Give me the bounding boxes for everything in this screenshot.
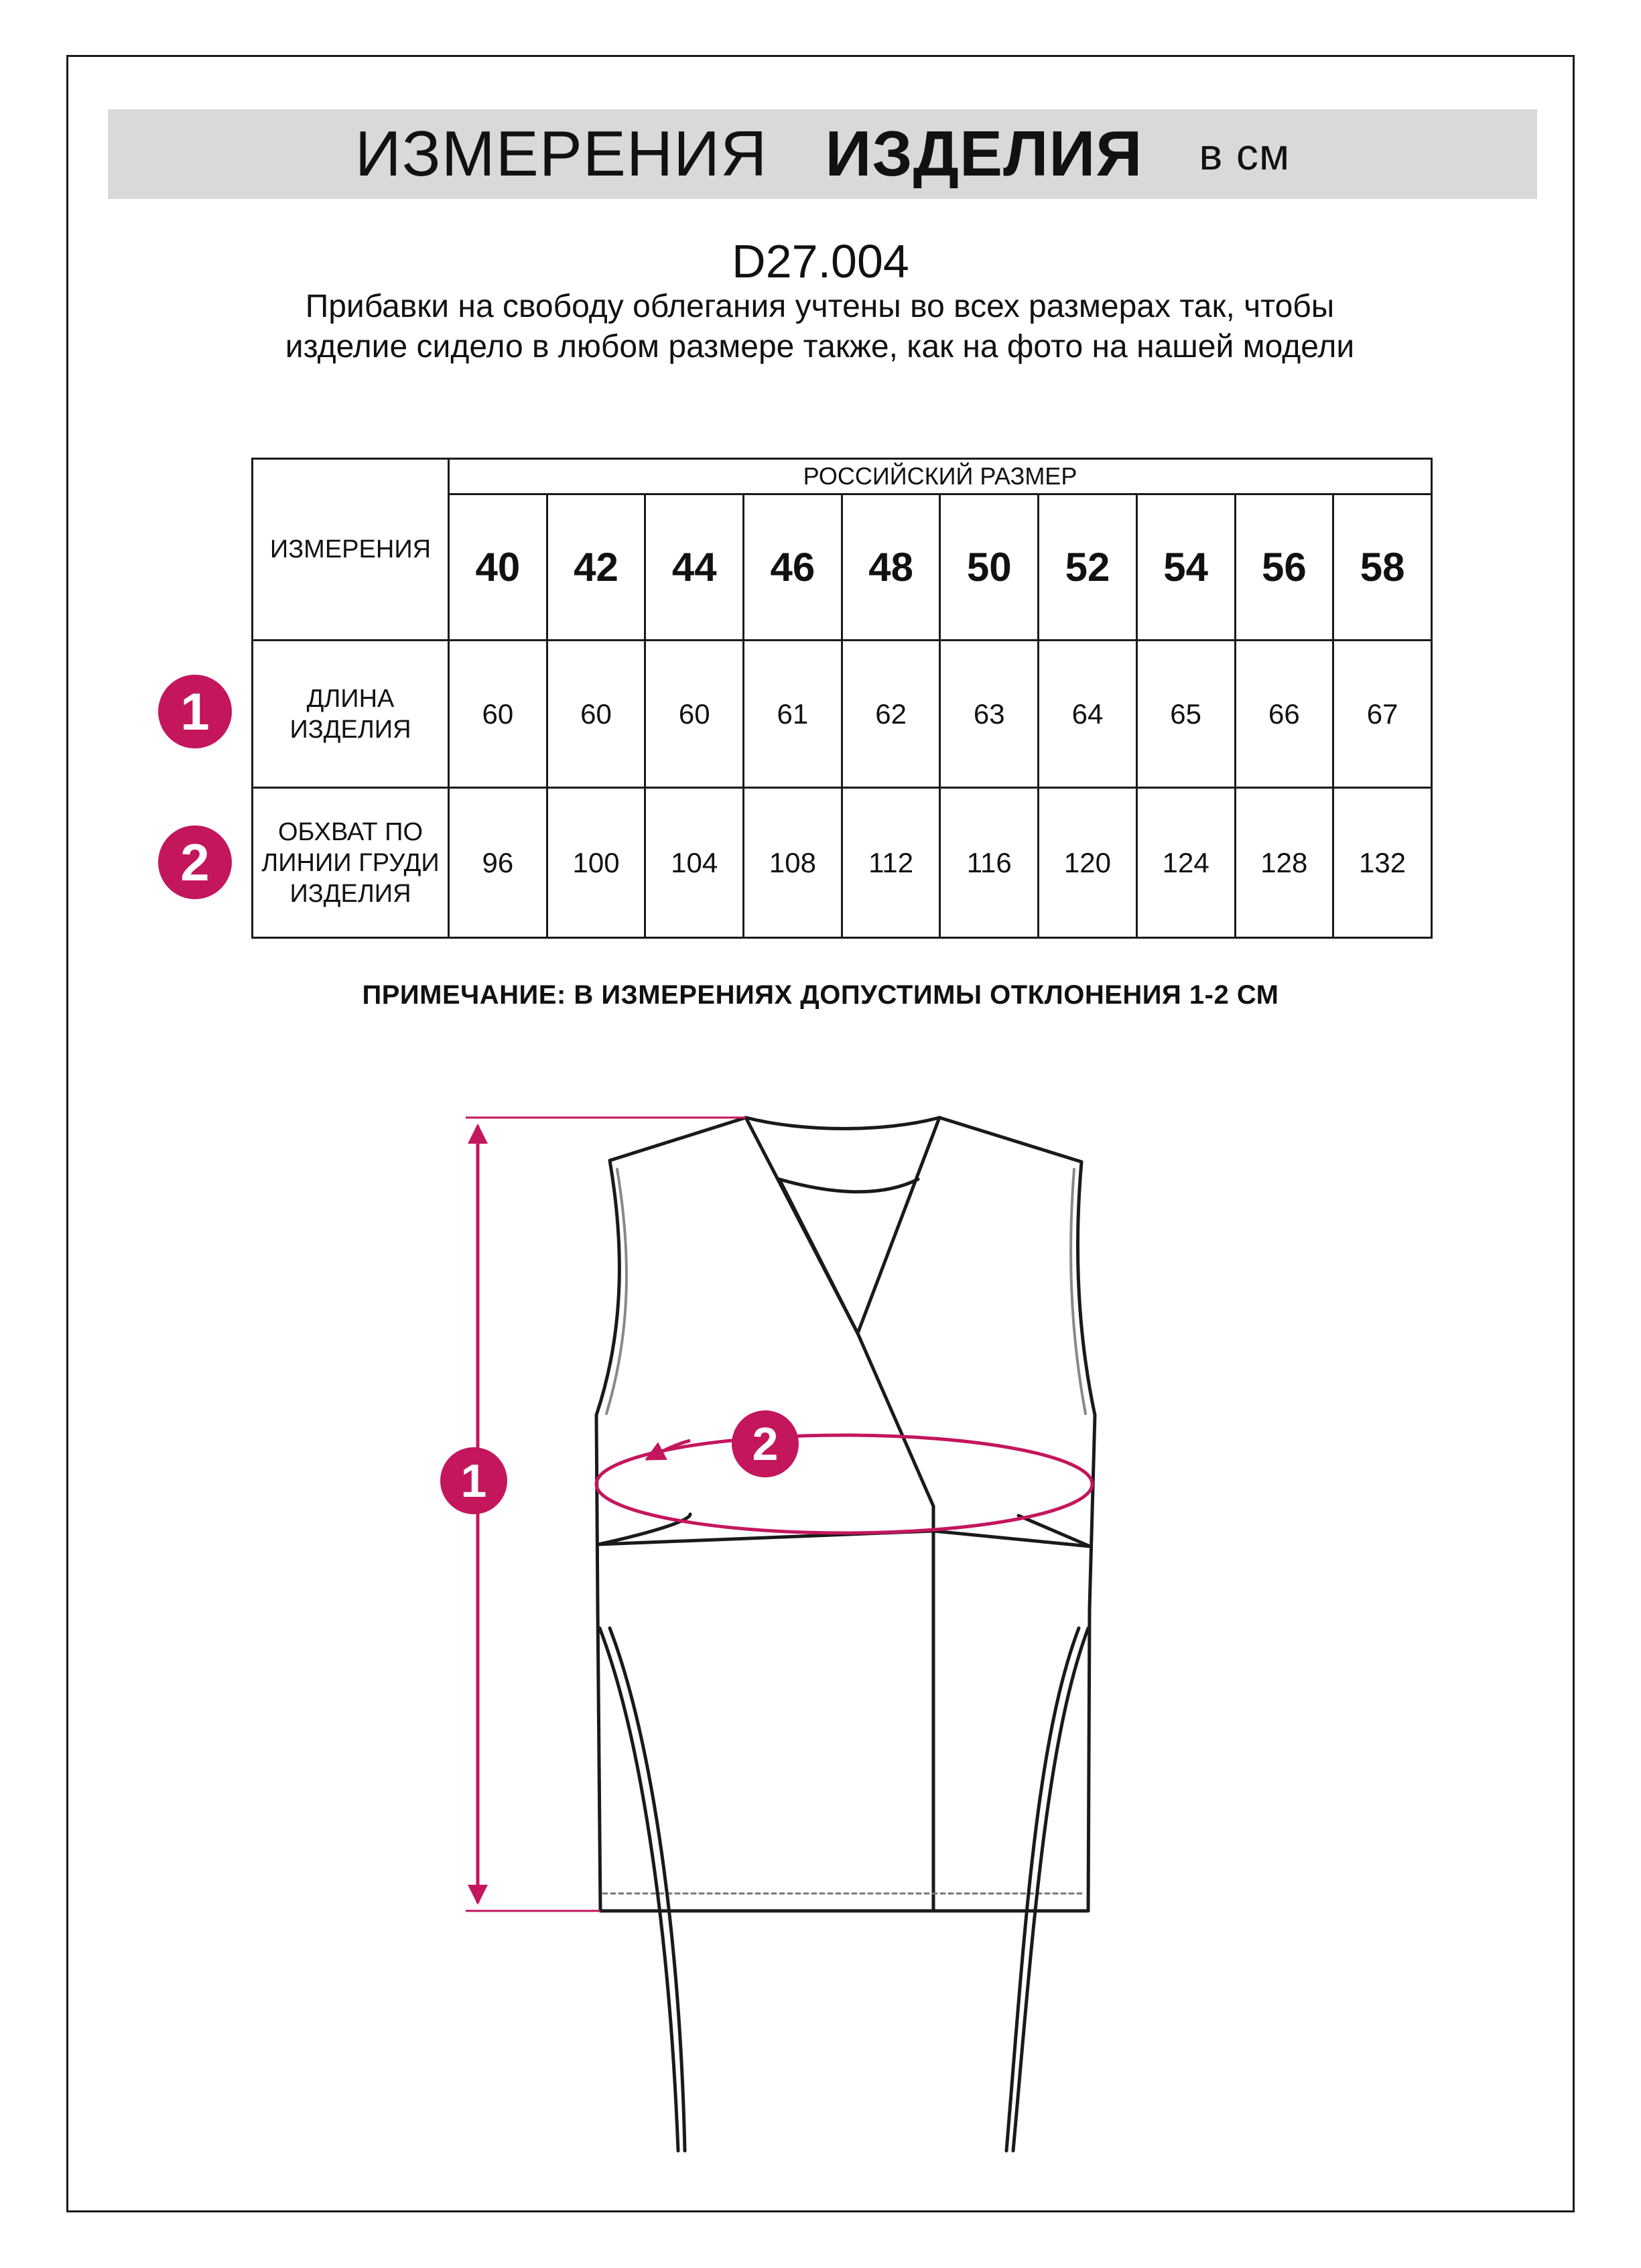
table-cell: 132 (1333, 788, 1432, 938)
size-header: 52 (1039, 494, 1137, 641)
table-cell: 65 (1136, 641, 1235, 788)
table-cell: 60 (547, 641, 645, 788)
table-cell: 96 (449, 788, 547, 938)
length-measure (466, 1118, 746, 1911)
table-cell: 64 (1039, 641, 1137, 788)
table-cell: 62 (842, 641, 940, 788)
size-header: 40 (449, 494, 547, 641)
size-header: 54 (1136, 494, 1235, 641)
table-cell: 61 (744, 641, 842, 788)
length-marker: 1 (440, 1447, 507, 1514)
size-header: 46 (744, 494, 842, 641)
measurements-header: ИЗМЕРЕНИЯ (253, 459, 449, 641)
table-cell: 104 (645, 788, 744, 938)
table-cell: 108 (744, 788, 842, 938)
fit-description: Прибавки на свободу облегания учтены во всех размерах так, чтобы изделие сидело в любом размере также, как на фото на нашей модели (285, 289, 1355, 364)
table-cell: 63 (940, 641, 1039, 788)
row-label-length: ДЛИНА ИЗДЕЛИЯ (253, 641, 449, 788)
article-number: D27.004 (732, 235, 909, 287)
table-cell: 116 (940, 788, 1039, 938)
table-cell: 60 (449, 641, 547, 788)
table-cell: 112 (842, 788, 940, 938)
size-header: 58 (1333, 494, 1432, 641)
chest-measure (596, 1435, 1092, 1533)
row-marker-chest: 2 (158, 825, 232, 899)
table-cell: 66 (1235, 641, 1333, 788)
table-cell: 60 (645, 641, 744, 788)
row-marker-length: 1 (158, 675, 232, 748)
size-header: 44 (645, 494, 744, 641)
table-cell: 100 (547, 788, 645, 938)
table-cell: 128 (1235, 788, 1333, 938)
size-header: 48 (842, 494, 940, 641)
title-unit: в см (1199, 129, 1291, 179)
title-regular: ИЗМЕРЕНИЯ (354, 118, 768, 190)
size-system-header: РОССИЙСКИЙ РАЗМЕР (449, 459, 1432, 494)
title-bold: ИЗДЕЛИЯ (825, 118, 1143, 190)
size-header: 42 (547, 494, 645, 641)
row-label-chest: ОБХВАТ ПО ЛИНИИ ГРУДИ ИЗДЕЛИЯ (253, 788, 449, 938)
table-cell: 120 (1039, 788, 1137, 938)
table-cell: 67 (1333, 641, 1432, 788)
vest-outline (596, 1118, 1095, 2151)
chest-marker: 2 (732, 1410, 799, 1477)
tolerance-note: ПРИМЕЧАНИЕ: В ИЗМЕРЕНИЯХ ДОПУСТИМЫ ОТКЛОНЕНИЯ 1-2 СМ (362, 980, 1279, 1010)
table-cell: 124 (1136, 788, 1235, 938)
size-header: 56 (1235, 494, 1333, 641)
size-header: 50 (940, 494, 1039, 641)
